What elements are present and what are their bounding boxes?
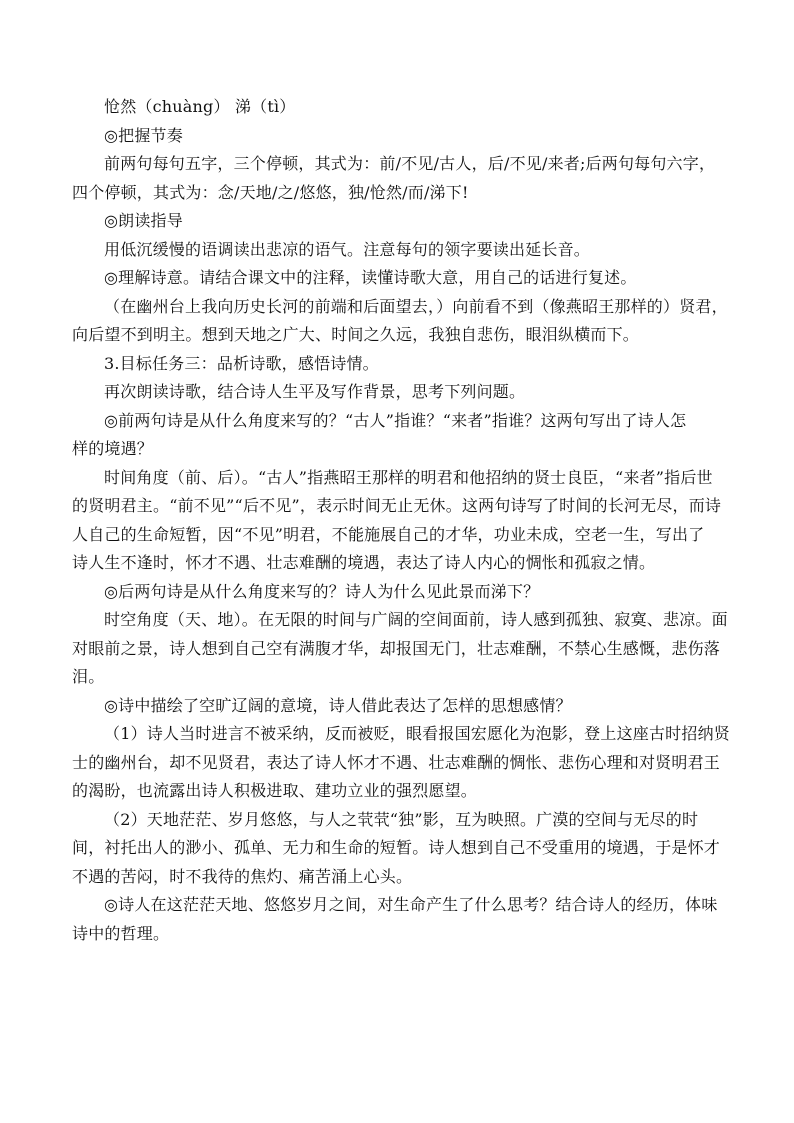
question-4-line-1: ◎诗人在这茫茫天地、悠悠岁月之间，对生命产生了什么思考？结合诗人的经历，体味	[104, 895, 718, 914]
rhythm-text-line-1: 前两句每句五字，三个停顿，其式为：前/不见/古人，后/不见/来者;后两句每句六字，	[104, 154, 716, 173]
pinyin-annotation-line: 怆然（chuàng） 涕（tì）	[104, 97, 296, 116]
heading-understand-poem: ◎理解诗意。请结合课文中的注释，读懂诗歌大意，用自己的话进行复述。	[104, 268, 637, 287]
answer-3-part-1-line-3: 的渴盼，也流露出诗人积极进取、建功立业的强烈愿望。	[72, 781, 478, 800]
answer-3-part-1-line-2: 士的幽州台，却不见贤君，表达了诗人怀才不遇、壮志难酬的惆怅、悲伤心理和对贤明君王	[72, 752, 721, 772]
question-4-line-2: 诗中的哲理。	[72, 923, 170, 943]
rhythm-text-line-2: 四个停顿，其式为：念/天地/之/悠悠，独/怆然/而/涕下!	[72, 182, 469, 202]
reading-guide-text: 用低沉缓慢的语调读出悲凉的语气。注意每句的领字要读出延长音。	[104, 239, 591, 259]
question-3: ◎诗中描绘了空旷辽阔的意境，诗人借此表达了怎样的思想感情？	[104, 695, 572, 715]
answer-3-part-2-line-2: 间，衬托出人的渺小、孤单、无力和生命的短暂。诗人想到自己不受重用的境遇，于是怀才	[72, 838, 721, 857]
heading-rhythm: ◎把握节奏	[104, 125, 183, 145]
paraphrase-line-1: （在幽州台上我向历史长河的前端和后面望去，）向前看不到（像燕昭王那样的）贤君，	[104, 296, 728, 316]
answer-2-line-3: 泪。	[72, 667, 105, 686]
heading-reading-guide: ◎朗读指导	[104, 211, 183, 230]
answer-3-part-1-line-1: （1）诗人当时进言不被采纳，反而被贬，眼看报国宏愿化为泡影，登上这座古时招纳贤	[104, 724, 730, 743]
document-body	[72, 93, 730, 948]
answer-2-line-1: 时空角度（天、地）。在无限的时间与广阔的空间面前，诗人感到孤独、寂寞、悲凉。面	[104, 610, 728, 629]
paraphrase-line-2: 向后望不到明主。想到天地之广大、时间之久远，我独自悲伤，眼泪纵横而下。	[72, 325, 640, 344]
answer-3-part-2-line-1: （2）天地茫茫、岁月悠悠，与人之茕茕“独”影，互为映照。广漠的空间与无尽的时	[104, 809, 699, 829]
answer-1-line-3: 人自己的生命短暂，因“不见”明君，不能施展自己的才华，功业未成，空老一生，写出了	[72, 524, 705, 544]
answer-1-line-2: 的贤明君主。“前不见”“后不见”，表示时间无止无休。这两句诗写了时间的长河无尽，而诗	[72, 496, 722, 515]
answer-2-line-2: 对眼前之景，诗人想到自己空有满腹才华，却报国无门，壮志难酬，不禁心生感慨，悲伤落	[72, 638, 721, 658]
question-1-line-2: 样的境遇？	[72, 439, 154, 458]
answer-3-part-2-line-3: 不遇的苦闷，时不我待的焦灼、痛苦涌上心头。	[72, 866, 413, 886]
answer-1-line-4: 诗人生不逢时，怀才不遇、壮志难酬的境遇，表达了诗人内心的惆怅和孤寂之情。	[72, 553, 656, 572]
question-2: ◎后两句诗是从什么角度来写的？诗人为什么见此景而涕下？	[104, 581, 540, 601]
task-three-instruction: 再次朗读诗歌，结合诗人生平及写作背景，思考下列问题。	[104, 382, 526, 401]
task-three-heading: 3.目标任务三：品析诗歌，感悟诗情。	[104, 353, 379, 373]
answer-1-line-1: 时间角度（前、后）。“古人”指燕昭王那样的明君和他招纳的贤士良臣，“来者”指后世	[104, 467, 713, 487]
question-1-line-1: ◎前两句诗是从什么角度来写的？“古人”指谁？“来者”指谁？这两句写出了诗人怎	[104, 410, 687, 430]
